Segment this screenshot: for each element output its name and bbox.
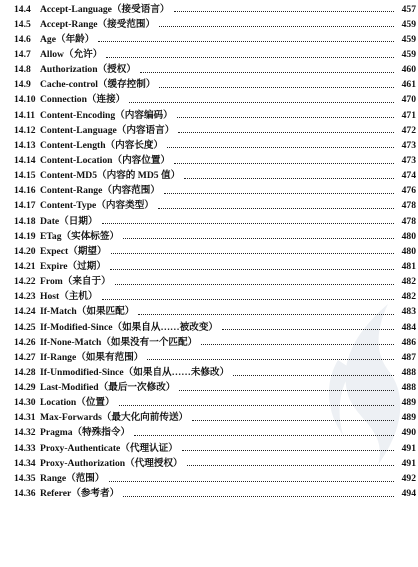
dot-leader: [233, 375, 394, 376]
toc-entry-number: 14.13: [14, 139, 36, 151]
toc-entry[interactable]: [14, 334, 416, 349]
toc-entry[interactable]: [14, 137, 416, 152]
toc-entry-number: 14.18: [14, 215, 36, 227]
toc-entry-page: 483: [401, 306, 416, 318]
dot-leader: [123, 496, 394, 497]
toc-entry[interactable]: [14, 304, 416, 319]
toc-entry-title: Pragma（特殊指令）: [40, 427, 131, 439]
toc-entry-number: 14.17: [14, 200, 36, 212]
toc-entry-number: 14.20: [14, 245, 36, 257]
toc-entry-page: 482: [401, 276, 416, 288]
toc-entry[interactable]: [14, 440, 416, 455]
toc-entry-title: Cache-control（缓存控制）: [40, 79, 156, 91]
toc-entry-number: 14.16: [14, 185, 36, 197]
toc-entry-page: 488: [401, 382, 416, 394]
toc-entry-number: 14.12: [14, 124, 36, 136]
toc-entry-page: 480: [401, 230, 416, 242]
toc-entry-number: 14.26: [14, 336, 36, 348]
toc-entry[interactable]: [14, 183, 416, 198]
toc-entry-page: 459: [401, 48, 416, 60]
toc-entry[interactable]: [14, 395, 416, 410]
toc-entry-title: If-None-Match（如果没有一个匹配）: [40, 336, 198, 348]
dot-leader: [102, 223, 394, 224]
toc-entry[interactable]: [14, 380, 416, 395]
dot-leader: [167, 147, 394, 148]
toc-entry[interactable]: [14, 16, 416, 31]
toc-entry-page: 484: [401, 321, 416, 333]
toc-entry-page: 459: [401, 33, 416, 45]
dot-leader: [222, 329, 394, 330]
toc-entry[interactable]: [14, 1, 416, 16]
toc-entry-page: 481: [401, 260, 416, 272]
toc-entry-title: If-Range（如果有范围）: [40, 351, 144, 363]
dot-leader: [111, 253, 394, 254]
dot-leader: [159, 26, 394, 27]
toc-entry-number: 14.8: [14, 64, 31, 76]
toc-entry-title: Content-Length（内容长度）: [40, 139, 164, 151]
dot-leader: [134, 435, 394, 436]
toc-entry-title: Authorization（授权）: [40, 64, 136, 76]
toc-entry-number: 14.6: [14, 33, 31, 45]
dot-leader: [178, 132, 394, 133]
toc-entry-title: Content-Language（内容语言）: [40, 124, 175, 136]
toc-entry-title: Location（位置）: [40, 397, 115, 409]
toc-entry-page: 486: [401, 336, 416, 348]
dot-leader: [192, 420, 394, 421]
toc-entry[interactable]: [14, 274, 416, 289]
toc-entry-number: 14.24: [14, 306, 36, 318]
toc-entry[interactable]: [14, 152, 416, 167]
toc-entry[interactable]: [14, 46, 416, 61]
toc-entry-page: 482: [401, 291, 416, 303]
toc-entry-page: 487: [401, 351, 416, 363]
toc-entry-number: 14.29: [14, 382, 36, 394]
dot-leader: [147, 359, 394, 360]
toc-entry-title: Proxy-Authenticate（代理认证）: [40, 442, 178, 454]
toc-entry-title: Range（范围）: [40, 472, 105, 484]
toc-entry-page: 491: [401, 442, 416, 454]
dot-leader: [179, 390, 394, 391]
toc-entry-number: 14.25: [14, 321, 36, 333]
toc-entry[interactable]: [14, 470, 416, 485]
toc-entry-number: 14.11: [14, 109, 36, 121]
toc-entry-title: Date（日期）: [40, 215, 98, 227]
toc-entry-page: 459: [401, 18, 416, 30]
dot-leader: [158, 208, 394, 209]
toc-entry[interactable]: [14, 410, 416, 425]
dot-leader: [119, 405, 394, 406]
toc-entry[interactable]: [14, 198, 416, 213]
dot-leader: [98, 41, 394, 42]
toc-entry-title: If-Match（如果匹配）: [40, 306, 135, 318]
toc-entry-title: Expect（期望）: [40, 245, 107, 257]
toc-entry-page: 476: [401, 185, 416, 197]
toc-entry-title: Allow（允许）: [40, 48, 103, 60]
dot-leader: [187, 465, 394, 466]
dot-leader: [164, 193, 394, 194]
toc-entry-title: Expire（过期）: [40, 260, 106, 272]
dot-leader: [123, 238, 394, 239]
toc-entry-page: 474: [401, 170, 416, 182]
toc-entry-number: 14.33: [14, 442, 36, 454]
toc-entry-number: 14.32: [14, 427, 36, 439]
toc-entry[interactable]: [14, 455, 416, 470]
toc-entry-number: 14.35: [14, 472, 36, 484]
table-of-contents: [14, 1, 416, 501]
toc-entry[interactable]: [14, 319, 416, 334]
toc-entry-page: 488: [401, 366, 416, 378]
toc-entry-page: 494: [401, 488, 416, 500]
toc-entry[interactable]: [14, 107, 416, 122]
toc-entry[interactable]: [14, 349, 416, 364]
toc-entry-title: Content-Range（内容范围）: [40, 185, 160, 197]
toc-entry-page: 473: [401, 139, 416, 151]
toc-entry-title: ETag（实体标签）: [40, 230, 120, 242]
toc-entry-title: Proxy-Authorization（代理授权）: [40, 457, 183, 469]
toc-entry-number: 14.36: [14, 488, 36, 500]
dot-leader: [129, 102, 394, 103]
toc-entry-number: 14.21: [14, 260, 36, 272]
toc-entry-title: Age（年龄）: [40, 33, 95, 45]
toc-entry-title: Accept-Range（接受范围）: [40, 18, 156, 30]
toc-entry-page: 491: [401, 457, 416, 469]
toc-entry-title: Referer（参考者）: [40, 488, 120, 500]
toc-entry-page: 457: [401, 3, 416, 15]
dot-leader: [115, 284, 394, 285]
toc-entry[interactable]: [14, 77, 416, 92]
toc-entry-number: 14.22: [14, 276, 36, 288]
toc-entry-number: 14.4: [14, 3, 31, 15]
toc-entry-page: 480: [401, 245, 416, 257]
toc-entry-page: 471: [401, 109, 416, 121]
toc-entry[interactable]: [14, 364, 416, 379]
toc-entry[interactable]: [14, 168, 416, 183]
toc-entry[interactable]: [14, 122, 416, 137]
toc-entry-title: Max-Forwards（最大化向前传送）: [40, 412, 189, 424]
toc-entry-title: Content-Type（内容类型）: [40, 200, 154, 212]
dot-leader: [177, 117, 394, 118]
dot-leader: [102, 299, 394, 300]
toc-entry-page: 490: [401, 427, 416, 439]
toc-entry-title: If-Modified-Since（如果自从……被改变）: [40, 321, 219, 333]
toc-entry-number: 14.14: [14, 154, 36, 166]
toc-entry-page: 489: [401, 412, 416, 424]
toc-entry-title: If-Unmodified-Since（如果自从……未修改）: [40, 366, 230, 378]
toc-entry-title: Accept-Language（接受语言）: [40, 3, 170, 15]
toc-entry-number: 14.5: [14, 18, 31, 30]
toc-entry-title: Last-Modified（最后一次修改）: [40, 382, 176, 394]
toc-entry-number: 14.7: [14, 48, 31, 60]
toc-entry-title: Content-MD5（内容的 MD5 值）: [40, 170, 181, 182]
dot-leader: [106, 57, 394, 58]
dot-leader: [138, 314, 394, 315]
toc-entry[interactable]: [14, 243, 416, 258]
toc-entry-number: 14.15: [14, 170, 36, 182]
dot-leader: [110, 269, 394, 270]
toc-entry[interactable]: [14, 425, 416, 440]
toc-entry-title: Content-Location（内容位置）: [40, 154, 171, 166]
dot-leader: [174, 11, 394, 12]
toc-entry[interactable]: [14, 92, 416, 107]
dot-leader: [201, 344, 394, 345]
toc-entry-title: Content-Encoding（内容编码）: [40, 109, 173, 121]
toc-entry-number: 14.27: [14, 351, 36, 363]
toc-entry-number: 14.10: [14, 94, 36, 106]
dot-leader: [174, 163, 394, 164]
toc-entry[interactable]: [14, 228, 416, 243]
dot-leader: [140, 72, 394, 73]
toc-entry[interactable]: [14, 31, 416, 46]
toc-entry[interactable]: [14, 486, 416, 501]
toc-entry[interactable]: [14, 62, 416, 77]
toc-entry-page: 472: [401, 124, 416, 136]
toc-entry-page: 478: [401, 200, 416, 212]
toc-entry-number: 14.30: [14, 397, 36, 409]
toc-entry-title: Host（主机）: [40, 291, 98, 303]
toc-entry-number: 14.23: [14, 291, 36, 303]
dot-leader: [182, 450, 394, 451]
toc-entry-page: 489: [401, 397, 416, 409]
toc-entry-page: 461: [401, 79, 416, 91]
toc-entry-title: From（来自于）: [40, 276, 111, 288]
dot-leader: [184, 178, 394, 179]
toc-entry-page: 492: [401, 472, 416, 484]
toc-entry-title: Connection（连接）: [40, 94, 126, 106]
toc-entry-page: 460: [401, 64, 416, 76]
toc-entry-number: 14.19: [14, 230, 36, 242]
toc-entry-number: 14.28: [14, 366, 36, 378]
toc-entry-number: 14.34: [14, 457, 36, 469]
dot-leader: [159, 87, 394, 88]
toc-entry-page: 470: [401, 94, 416, 106]
toc-entry-page: 473: [401, 154, 416, 166]
toc-entry[interactable]: [14, 289, 416, 304]
dot-leader: [109, 481, 395, 482]
toc-entry-number: 14.31: [14, 412, 36, 424]
toc-entry[interactable]: [14, 213, 416, 228]
toc-entry-page: 478: [401, 215, 416, 227]
toc-entry-number: 14.9: [14, 79, 31, 91]
toc-entry[interactable]: [14, 258, 416, 273]
